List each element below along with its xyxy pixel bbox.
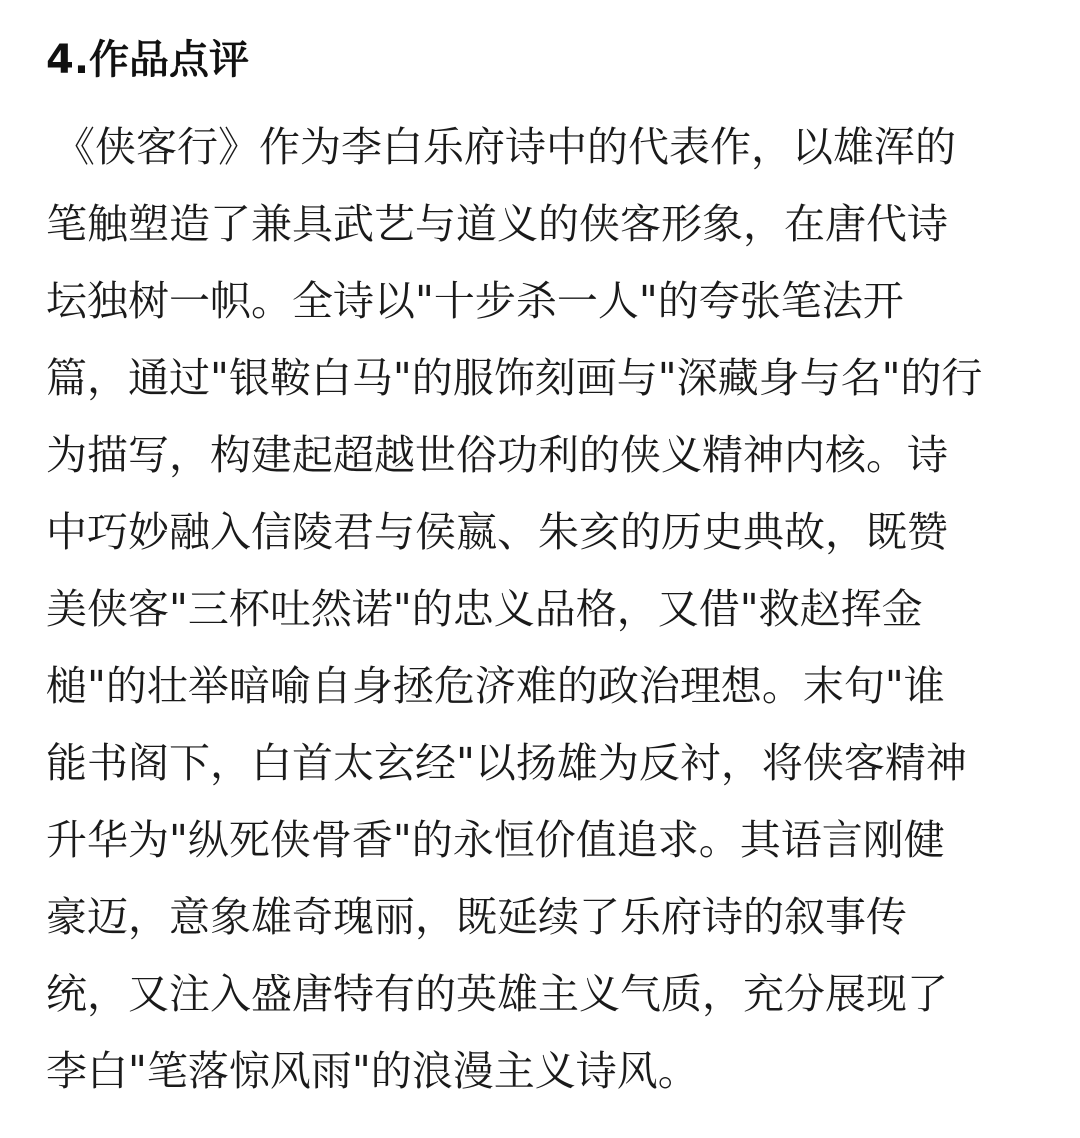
paragraph-line: 统，又注入盛唐特有的英雄主义气质，充分展现了: [46, 970, 948, 1018]
paragraph-line: 美侠客"三杯吐然诺"的忠义品格，又借"救赵挥金: [46, 585, 923, 633]
paragraph-line: 笔触塑造了兼具武艺与道义的侠客形象，在唐代诗: [46, 200, 948, 248]
paragraph-line: 篇，通过"银鞍白马"的服饰刻画与"深藏身与名"的行: [46, 354, 983, 402]
paragraph-line: 为描写，构建起超越世俗功利的侠义精神内核。诗: [46, 431, 948, 479]
paragraph-line: 《侠客行》作为李白乐府诗中的代表作，以雄浑的: [54, 123, 956, 171]
paragraph-line: 中巧妙融入信陵君与侯嬴、朱亥的历史典故，既赞: [46, 508, 948, 556]
paragraph-line: 升华为"纵死侠骨香"的永恒价值追求。其语言刚健: [46, 816, 945, 864]
paragraph-line: 豪迈，意象雄奇瑰丽，既延续了乐府诗的叙事传: [46, 893, 907, 941]
section-heading: 4.作品点评: [46, 37, 250, 83]
paragraph-line: 槌"的壮举暗喻自身拯危济难的政治理想。末句"谁: [46, 662, 945, 710]
paragraph-line: 能书阁下，白首太玄经"以扬雄为反衬，将侠客精神: [46, 739, 967, 787]
paragraph-line: 李白"笔落惊风雨"的浪漫主义诗风。: [46, 1047, 699, 1095]
paragraph-line: 坛独树一帜。全诗以"十步杀一人"的夸张笔法开: [46, 277, 904, 325]
